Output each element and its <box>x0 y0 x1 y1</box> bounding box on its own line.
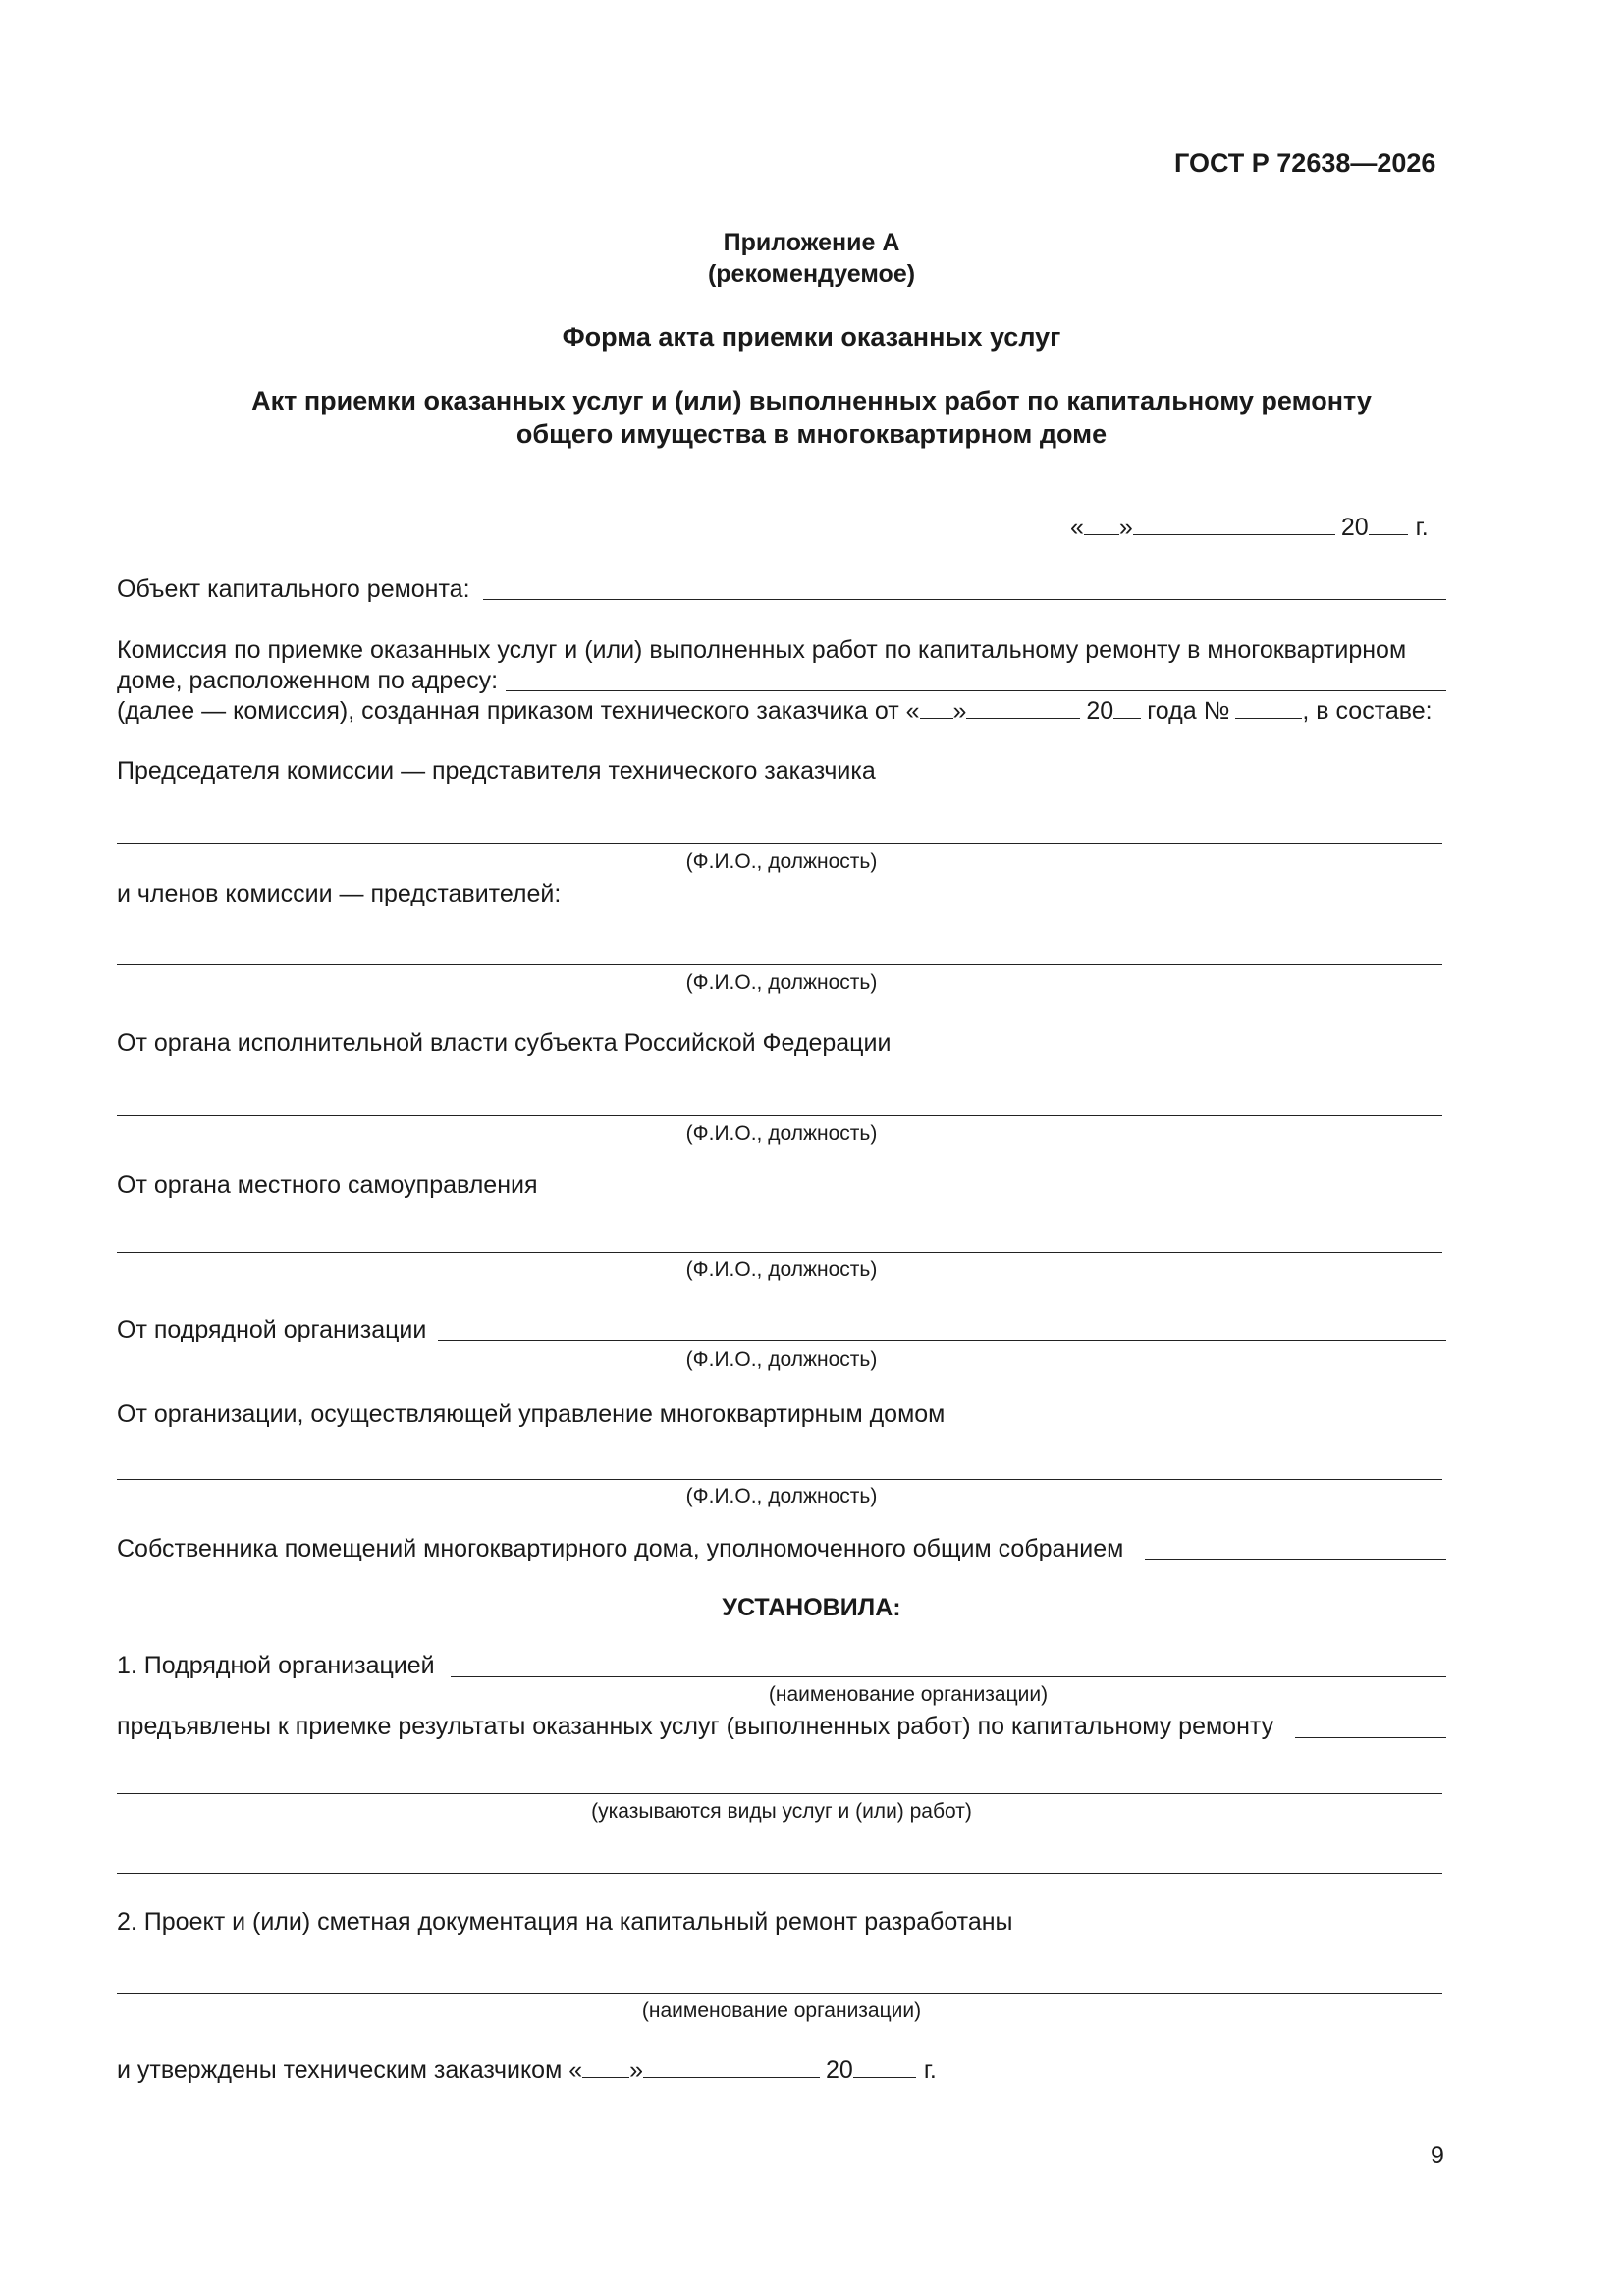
appendix-title: Приложение А <box>723 229 900 256</box>
approved-day-blank[interactable] <box>582 2057 629 2078</box>
appendix-status: (рекомендуемое) <box>707 260 916 288</box>
item2-org-caption: (наименование организации) <box>641 1999 922 2022</box>
contractor-fio-caption: (Ф.И.О., должность) <box>685 1348 878 1371</box>
executive-authority-field[interactable] <box>117 1115 1442 1116</box>
item1-types-field-b[interactable] <box>117 1793 1442 1794</box>
standard-code: ГОСТ Р 72638—2026 <box>1174 148 1436 178</box>
item2-approved-line <box>117 2055 937 2085</box>
executive-authority-label: От органа исполнительной власти субъекта Российской Федерации <box>117 1029 892 1057</box>
commission-line2: доме, расположенном по адресу: <box>117 667 499 694</box>
members-label: и членов комиссии — представителей: <box>117 880 562 907</box>
order-close-quote: » <box>952 697 967 725</box>
date-day-blank[interactable] <box>1084 515 1119 535</box>
chairman-field[interactable] <box>117 843 1442 844</box>
chairman-label: Председателя комиссии — представителя технического заказчика <box>117 757 876 785</box>
item1-types-field-a[interactable] <box>1295 1737 1446 1738</box>
item1-org-caption: (наименование организации) <box>768 1683 1049 1706</box>
order-month-blank[interactable] <box>966 698 1080 719</box>
approved-year-suffix: г. <box>923 2056 937 2084</box>
date-line <box>1070 513 1429 542</box>
item1-types-caption: (указываются виды услуг и (или) работ) <box>591 1800 972 1823</box>
management-org-field[interactable] <box>117 1479 1442 1480</box>
commission-line3 <box>117 696 1433 726</box>
order-number-label: года № <box>1147 697 1230 725</box>
item2-approved-text: и утверждены техническим заказчиком « <box>117 2056 583 2084</box>
item1-org-field[interactable] <box>451 1676 1446 1677</box>
date-open-quote: « <box>1070 514 1084 541</box>
owner-label: Собственника помещений многоквартирного дома, уполномоченного общим собранием <box>117 1535 1124 1562</box>
approved-year-prefix: 20 <box>826 2056 853 2084</box>
page-number: 9 <box>1431 2142 1444 2169</box>
act-title-line1: Акт приемки оказанных услуг и (или) выполненных работ по капитальному ремонту <box>251 386 1372 415</box>
form-title: Форма акта приемки оказанных услуг <box>562 322 1061 352</box>
object-field[interactable] <box>483 599 1446 600</box>
local-government-label: От органа местного самоуправления <box>117 1172 538 1199</box>
order-year-blank[interactable] <box>1113 698 1141 719</box>
approved-year-blank[interactable] <box>853 2057 916 2078</box>
approved-close-quote: » <box>629 2056 644 2084</box>
local-government-fio-caption: (Ф.И.О., должность) <box>685 1258 878 1281</box>
date-year-prefix: 20 <box>1340 514 1369 541</box>
established-heading: УСТАНОВИЛА: <box>722 1594 901 1621</box>
management-org-fio-caption: (Ф.И.О., должность) <box>685 1485 878 1507</box>
item1-types-field-c[interactable] <box>117 1873 1442 1874</box>
address-field[interactable] <box>506 690 1446 691</box>
members-fio-caption: (Ф.И.О., должность) <box>685 971 878 994</box>
executive-authority-fio-caption: (Ф.И.О., должность) <box>685 1122 878 1145</box>
contractor-label: От подрядной организации <box>117 1316 427 1343</box>
chairman-fio-caption: (Ф.И.О., должность) <box>685 850 878 873</box>
commission-line1: Комиссия по приемке оказанных услуг и (или) выполненных работ по капитальному ремонту в многоквартирном <box>117 636 1407 664</box>
approved-month-blank[interactable] <box>643 2057 820 2078</box>
management-org-label: От организации, осуществляющей управление многоквартирным домом <box>117 1400 946 1428</box>
order-number-blank[interactable] <box>1235 698 1302 719</box>
date-year-blank[interactable] <box>1369 515 1408 535</box>
date-year-suffix: г. <box>1415 514 1429 541</box>
members-field[interactable] <box>117 964 1442 965</box>
object-label: Объект капитального ремонта: <box>117 575 470 603</box>
order-day-blank[interactable] <box>920 698 953 719</box>
item2-label: 2. Проект и (или) сметная документация на капитальный ремонт разработаны <box>117 1908 1013 1936</box>
order-year-prefix: 20 <box>1086 697 1114 725</box>
date-close-quote: » <box>1118 514 1133 541</box>
act-title-line2: общего имущества в многоквартирном доме <box>515 419 1108 449</box>
item1-label: 1. Подрядной организацией <box>117 1652 435 1679</box>
contractor-field[interactable] <box>438 1340 1446 1341</box>
date-month-blank[interactable] <box>1133 515 1335 535</box>
item2-org-field[interactable] <box>117 1993 1442 1994</box>
composition-text: , в составе: <box>1302 697 1433 725</box>
local-government-field[interactable] <box>117 1252 1442 1253</box>
owner-field[interactable] <box>1145 1559 1446 1560</box>
commission-order-text: (далее — комиссия), созданная приказом технического заказчика от « <box>117 697 920 725</box>
item1-text: предъявлены к приемке результаты оказанных услуг (выполненных работ) по капитальному ремонту <box>117 1713 1274 1740</box>
